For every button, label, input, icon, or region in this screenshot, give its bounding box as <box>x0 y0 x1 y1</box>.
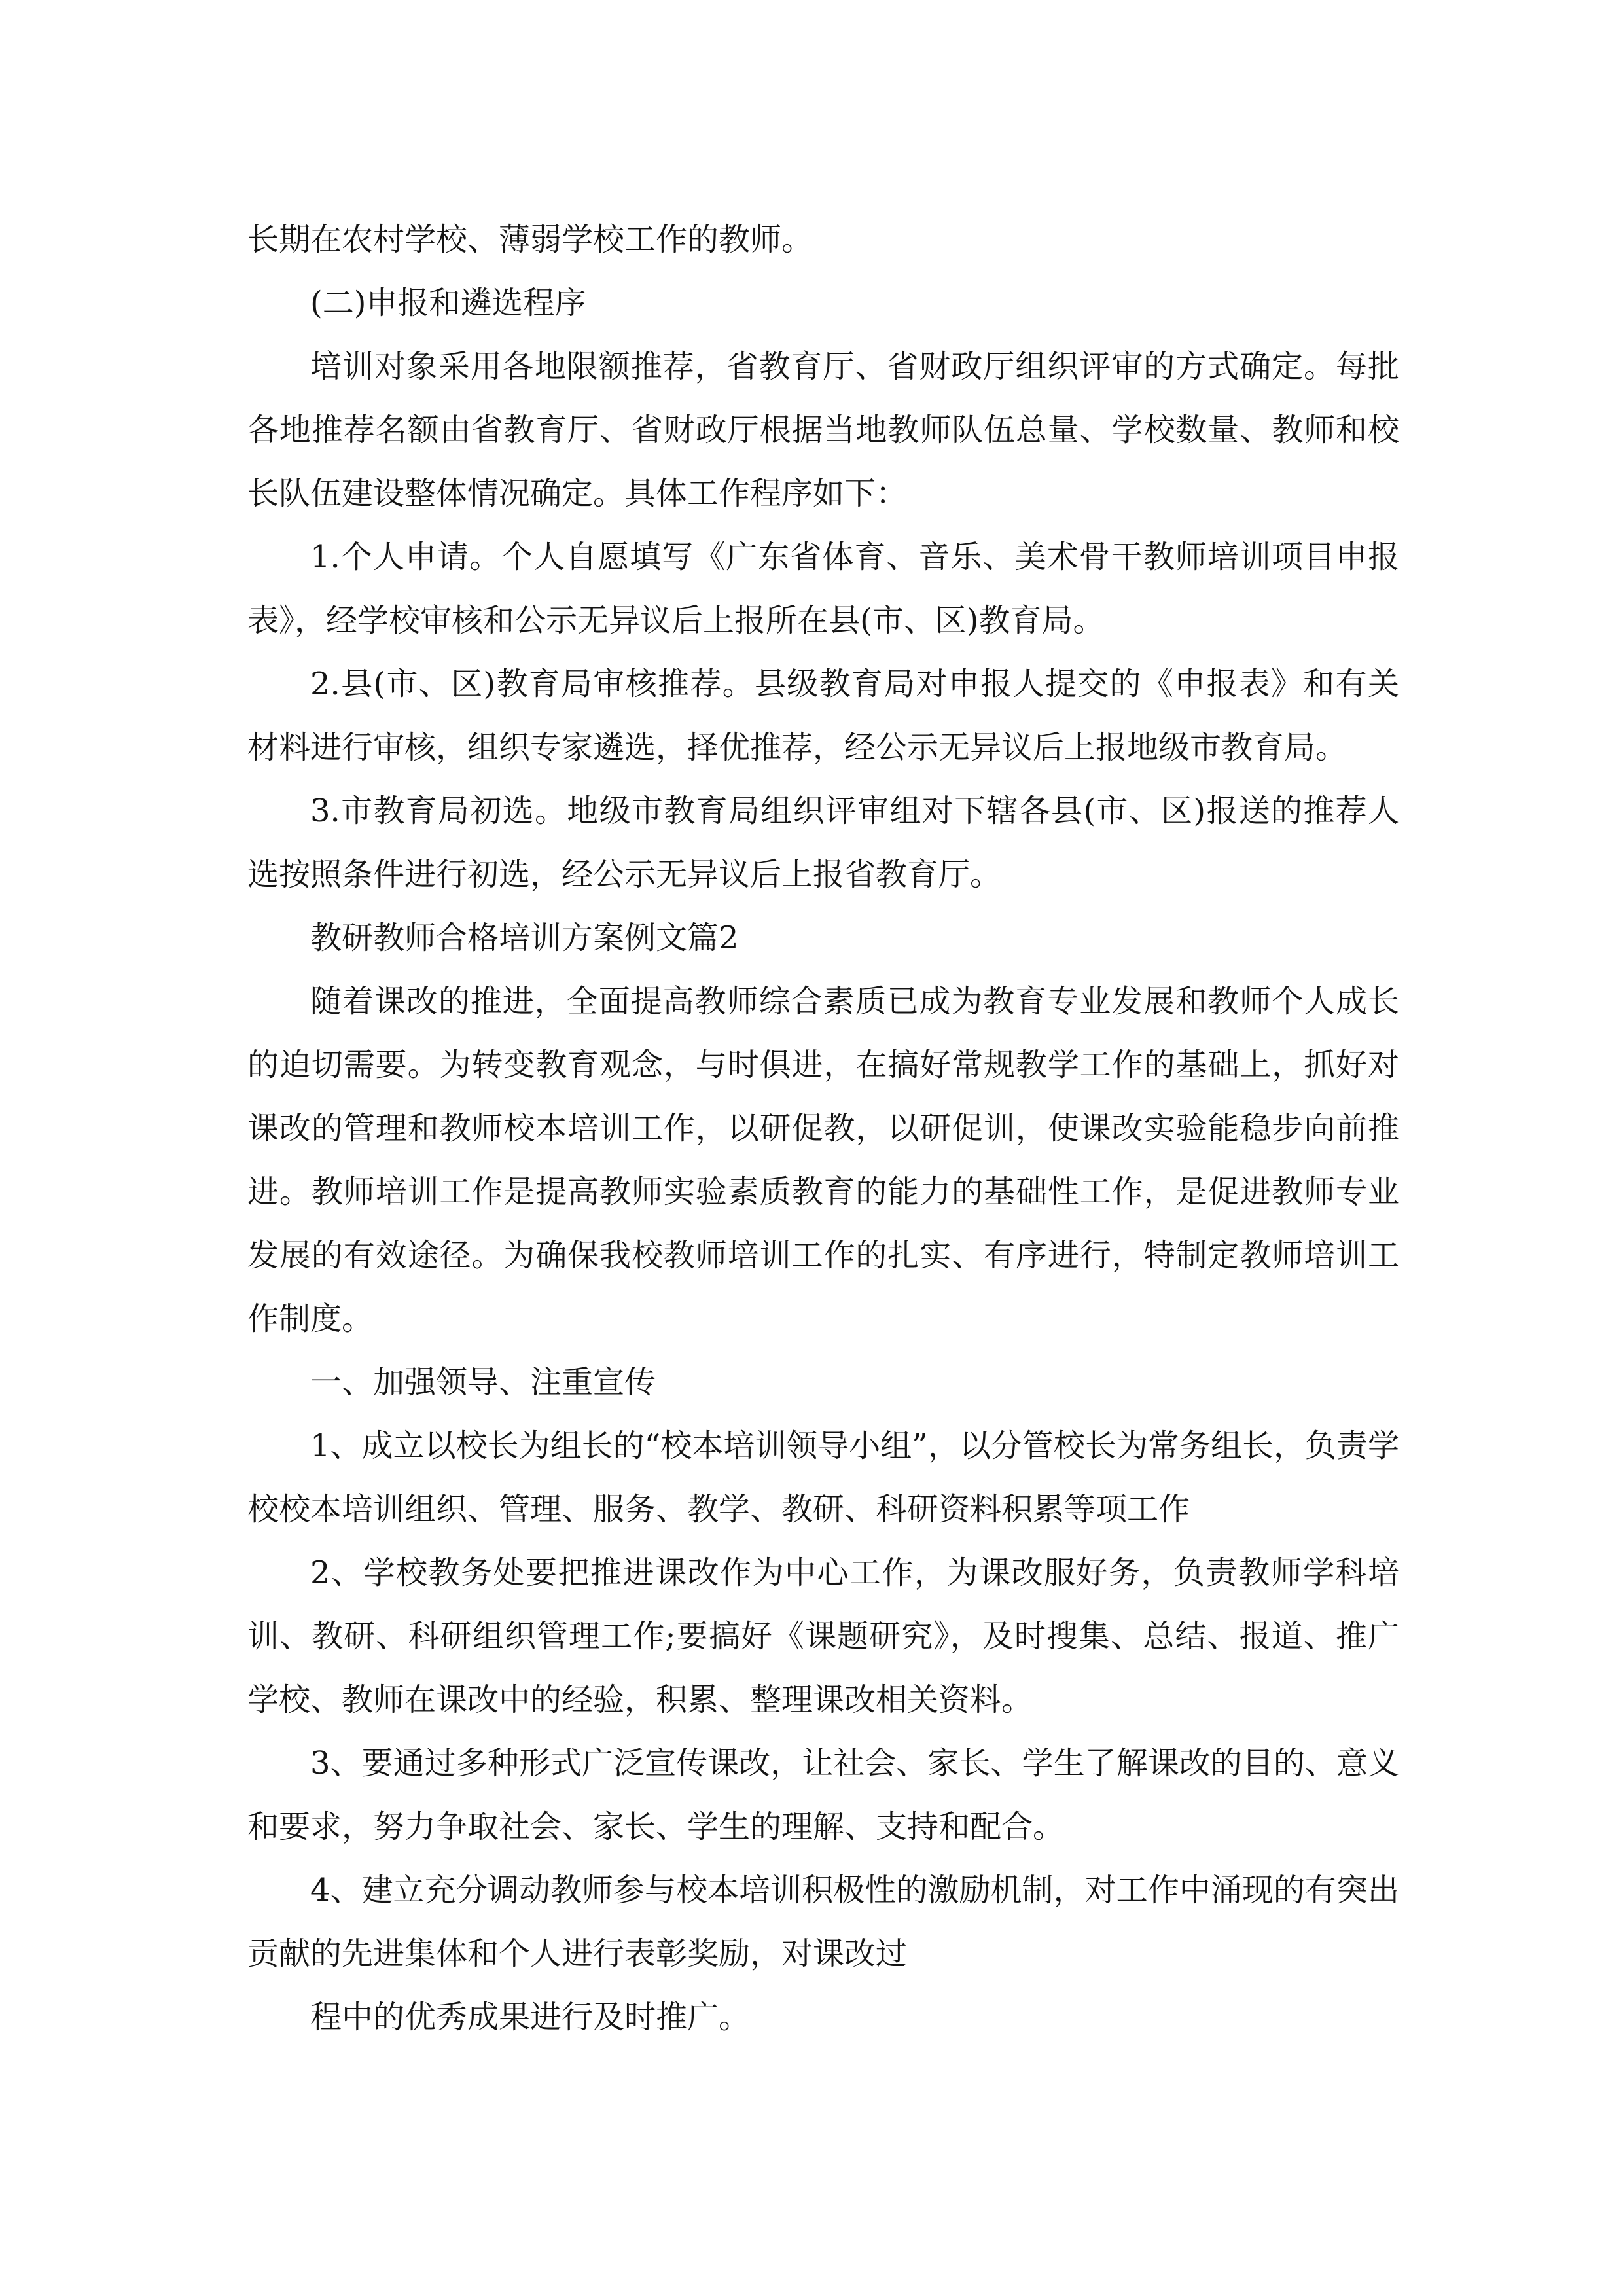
paragraph-10: 1、成立以校长为组长的“校本培训领导小组”，以分管校长为常务组长，负责学校校本培训组织、管理、服务、教学、教研、科研资料积累等项工作 <box>247 1427 1399 1528</box>
paragraph-3: 培训对象采用各地限额推荐，省教育厅、省财政厅组织评审的方式确定。每批各地推荐名额由省教育厅、省财政厅根据当地教师队伍总量、学校数量、教师和校长队伍建设整体情况确定。具体工作程序如下： <box>247 348 1399 512</box>
paragraph-11: 2、学校教务处要把推进课改作为中心工作，为课改服好务，负责教师学科培训、教研、科研组织管理工作;要搞好《课题研究》，及时搜集、总结、报道、推广学校、教师在课改中的经验，积累、整理课改相关资料。 <box>247 1554 1399 1718</box>
paragraph-13: 4、建立充分调动教师参与校本培训积极性的激励机制，对工作中涌现的有突出贡献的先进集体和个人进行表彰奖励，对课改过 <box>247 1872 1399 1972</box>
document-body <box>247 208 1399 2049</box>
paragraph-5: 2.县(市、区)教育局审核推荐。县级教育局对申报人提交的《申报表》和有关材料进行审核，组织专家遴选，择优推荐，经公示无异议后上报地级市教育局。 <box>247 666 1399 766</box>
paragraph-14: 程中的优秀成果进行及时推广。 <box>310 1999 751 2036</box>
paragraph-12: 3、要通过多种形式广泛宣传课改，让社会、家长、学生了解课改的目的、意义和要求，努力争取社会、家长、学生的理解、支持和配合。 <box>247 1745 1399 1845</box>
paragraph-8: 随着课改的推进，全面提高教师综合素质已成为教育专业发展和教师个人成长的迫切需要。为转变教育观念，与时俱进，在搞好常规教学工作的基础上，抓好对课改的管理和教师校本培训工作，以研促教，以研促训，使课改实验能稳步向前推进。教师培训工作是提高教师实验素质教育的能力的基础性工作，是促进教师专业发展的有效途径。为确保我校教师培训工作的扎实、有序进行，特制定教师培训工作制度。 <box>247 983 1399 1337</box>
section-heading-application-procedure: (二)申报和遴选程序 <box>310 285 586 321</box>
section-heading-leadership: 一、加强领导、注重宣传 <box>310 1364 656 1401</box>
article-title-2: 教研教师合格培训方案例文篇2 <box>310 920 739 956</box>
paragraph-6: 3.市教育局初选。地级市教育局组织评审组对下辖各县(市、区)报送的推荐人选按照条件进行初选，经公示无异议后上报省教育厅。 <box>247 793 1399 893</box>
paragraph-1: 长期在农村学校、薄弱学校工作的教师。 <box>247 221 813 258</box>
paragraph-4: 1.个人申请。个人自愿填写《广东省体育、音乐、美术骨干教师培训项目申报表》，经学校审核和公示无异议后上报所在县(市、区)教育局。 <box>247 539 1399 639</box>
